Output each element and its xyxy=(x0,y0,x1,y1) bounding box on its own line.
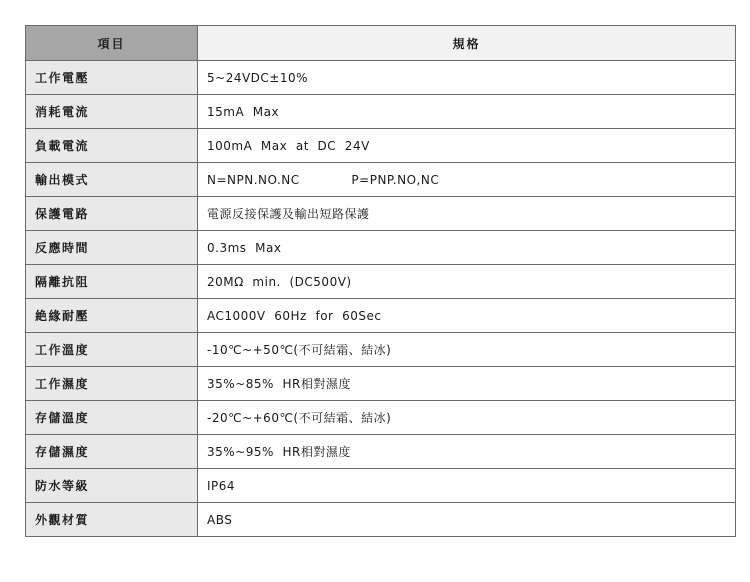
row-value: 35%~95% HR相對濕度 xyxy=(198,435,736,469)
row-item-label: 工作溫度 xyxy=(26,333,198,367)
table-row xyxy=(26,503,736,537)
row-item-label: 工作濕度 xyxy=(26,367,198,401)
table-row xyxy=(26,333,736,367)
table-row xyxy=(26,61,736,95)
table-header-row xyxy=(26,26,736,61)
row-value: ABS xyxy=(198,503,736,537)
row-item-label: 隔離抗阻 xyxy=(26,265,198,299)
row-item-label: 負載電流 xyxy=(26,129,198,163)
row-value: 5~24VDC±10% xyxy=(198,61,736,95)
row-item-label: 輸出模式 xyxy=(26,163,198,197)
row-item-label: 防水等級 xyxy=(26,469,198,503)
table-row xyxy=(26,265,736,299)
spec-table xyxy=(25,25,736,537)
row-item-label: 存儲濕度 xyxy=(26,435,198,469)
row-item-label: 消耗電流 xyxy=(26,95,198,129)
table-row xyxy=(26,95,736,129)
row-item-label: 反應時間 xyxy=(26,231,198,265)
table-row xyxy=(26,401,736,435)
header-spec: 規格 xyxy=(198,26,736,61)
table-row xyxy=(26,367,736,401)
header-item: 項目 xyxy=(26,26,198,61)
row-value: 35%~85% HR相對濕度 xyxy=(198,367,736,401)
row-value: 15mA Max xyxy=(198,95,736,129)
row-item-label: 保護電路 xyxy=(26,197,198,231)
row-value: 0.3ms Max xyxy=(198,231,736,265)
row-value: IP64 xyxy=(198,469,736,503)
row-value: 100mA Max at DC 24V xyxy=(198,129,736,163)
row-value: 20MΩ min. (DC500V) xyxy=(198,265,736,299)
row-item-label: 外觀材質 xyxy=(26,503,198,537)
row-value: -20℃~+60℃(不可結霜、結冰) xyxy=(198,401,736,435)
row-value: 電源反接保護及輸出短路保護 xyxy=(198,197,736,231)
row-value: AC1000V 60Hz for 60Sec xyxy=(198,299,736,333)
row-item-label: 工作電壓 xyxy=(26,61,198,95)
row-item-label: 絶緣耐壓 xyxy=(26,299,198,333)
table-row xyxy=(26,163,736,197)
table-row xyxy=(26,469,736,503)
table-row xyxy=(26,299,736,333)
row-item-label: 存儲溫度 xyxy=(26,401,198,435)
table-row xyxy=(26,231,736,265)
table-row xyxy=(26,197,736,231)
row-value: -10℃~+50℃(不可結霜、結冰) xyxy=(198,333,736,367)
table-row xyxy=(26,129,736,163)
row-value: N=NPN.NO.NC P=PNP.NO,NC xyxy=(198,163,736,197)
table-row xyxy=(26,435,736,469)
